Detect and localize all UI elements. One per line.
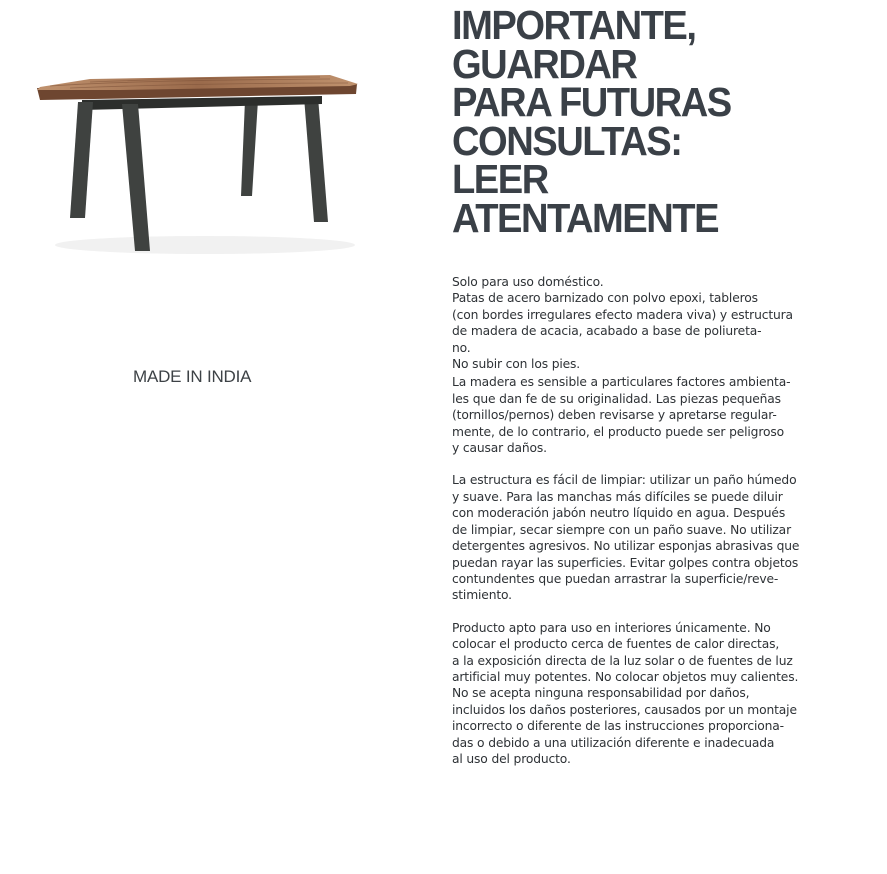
text-line: La estructura es fácil de limpiar: utilizar un paño húmedo [452, 473, 797, 488]
table-shadow [55, 236, 355, 254]
text-line: y causar daños. [452, 441, 547, 456]
headline-line: PARA FUTURAS [452, 79, 731, 125]
table-leg-back-left [241, 100, 258, 196]
text-line: incluidos los daños posteriores, causados por un montaje [452, 702, 797, 717]
text-line: les que dan fe de su originalidad. Las piezas pequeñas [452, 391, 781, 406]
table-leg-back-right [304, 97, 328, 222]
text-line: con moderación jabón neutro líquido en agua. Después [452, 506, 786, 521]
text-line: y suave. Para las manchas más difíciles se puede diluir [452, 489, 783, 504]
table-leg-front-right [122, 104, 150, 251]
text-line: de limpiar, secar siempre con un paño suave. No utilizar [452, 522, 791, 537]
text-line: no. [452, 340, 471, 355]
headline-line: GUARDAR [452, 40, 637, 87]
text-line: incorrecto o diferente de las instrucciones proporciona- [452, 719, 784, 734]
text-line: Patas de acero barnizado con polvo epoxi, tableros [452, 291, 758, 306]
headline-line: CONSULTAS: [452, 117, 682, 164]
text-line: No se acepta ninguna responsabilidad por daños, [452, 686, 750, 701]
paragraph-usage [452, 620, 842, 768]
text-line: colocar el producto cerca de fuentes de calor directas, [452, 637, 780, 652]
text-line: stimiento. [452, 588, 512, 603]
text-line: artificial muy potentes. No colocar objetos muy calientes. [452, 669, 799, 684]
made-in-label: MADE IN INDIA [133, 367, 252, 386]
text-line: mente, de lo contrario, el producto puede ser peligroso [452, 424, 784, 439]
text-line: a la exposición directa de la luz solar o de fuentes de luz [452, 653, 793, 668]
text-line: Producto apto para uso en interiores únicamente. No [452, 620, 771, 635]
text-line: (con bordes irregulares efecto madera viva) y estructura [452, 307, 793, 322]
text-line: La madera es sensible a particulares factores ambienta- [452, 375, 791, 390]
text-line: al uso del producto. [452, 751, 571, 766]
text-line: detergentes agresivos. No utilizar esponjas abrasivas que [452, 539, 800, 554]
text-line: das o debido a una utilización diferente e inadecuada [452, 735, 775, 750]
text-line: puedan rayar las superficies. Evitar golpes contra objetos [452, 555, 799, 570]
headline-line: LEER [452, 156, 548, 202]
paragraph-care [452, 374, 842, 456]
text-line: (tornillos/pernos) deben revisarse y apretarse regular- [452, 408, 777, 423]
instructions-body [452, 274, 842, 767]
headline-line: IMPORTANTE, [452, 2, 696, 48]
headline-line: ATENTAMENTE [452, 194, 719, 241]
dining-table-icon [30, 70, 365, 260]
text-line: No subir con los pies. [452, 357, 581, 372]
product-image [30, 70, 365, 260]
paragraph-intro [452, 274, 842, 372]
text-line: Solo para uso doméstico. [452, 275, 604, 289]
text-line: contundentes que puedan arrastrar la superficie/reve- [452, 571, 779, 586]
paragraph-cleaning [452, 472, 842, 603]
text-line: de madera de acacia, acabado a base de poliureta- [452, 324, 762, 339]
table-leg-front-left [70, 102, 93, 218]
headline [452, 2, 872, 241]
